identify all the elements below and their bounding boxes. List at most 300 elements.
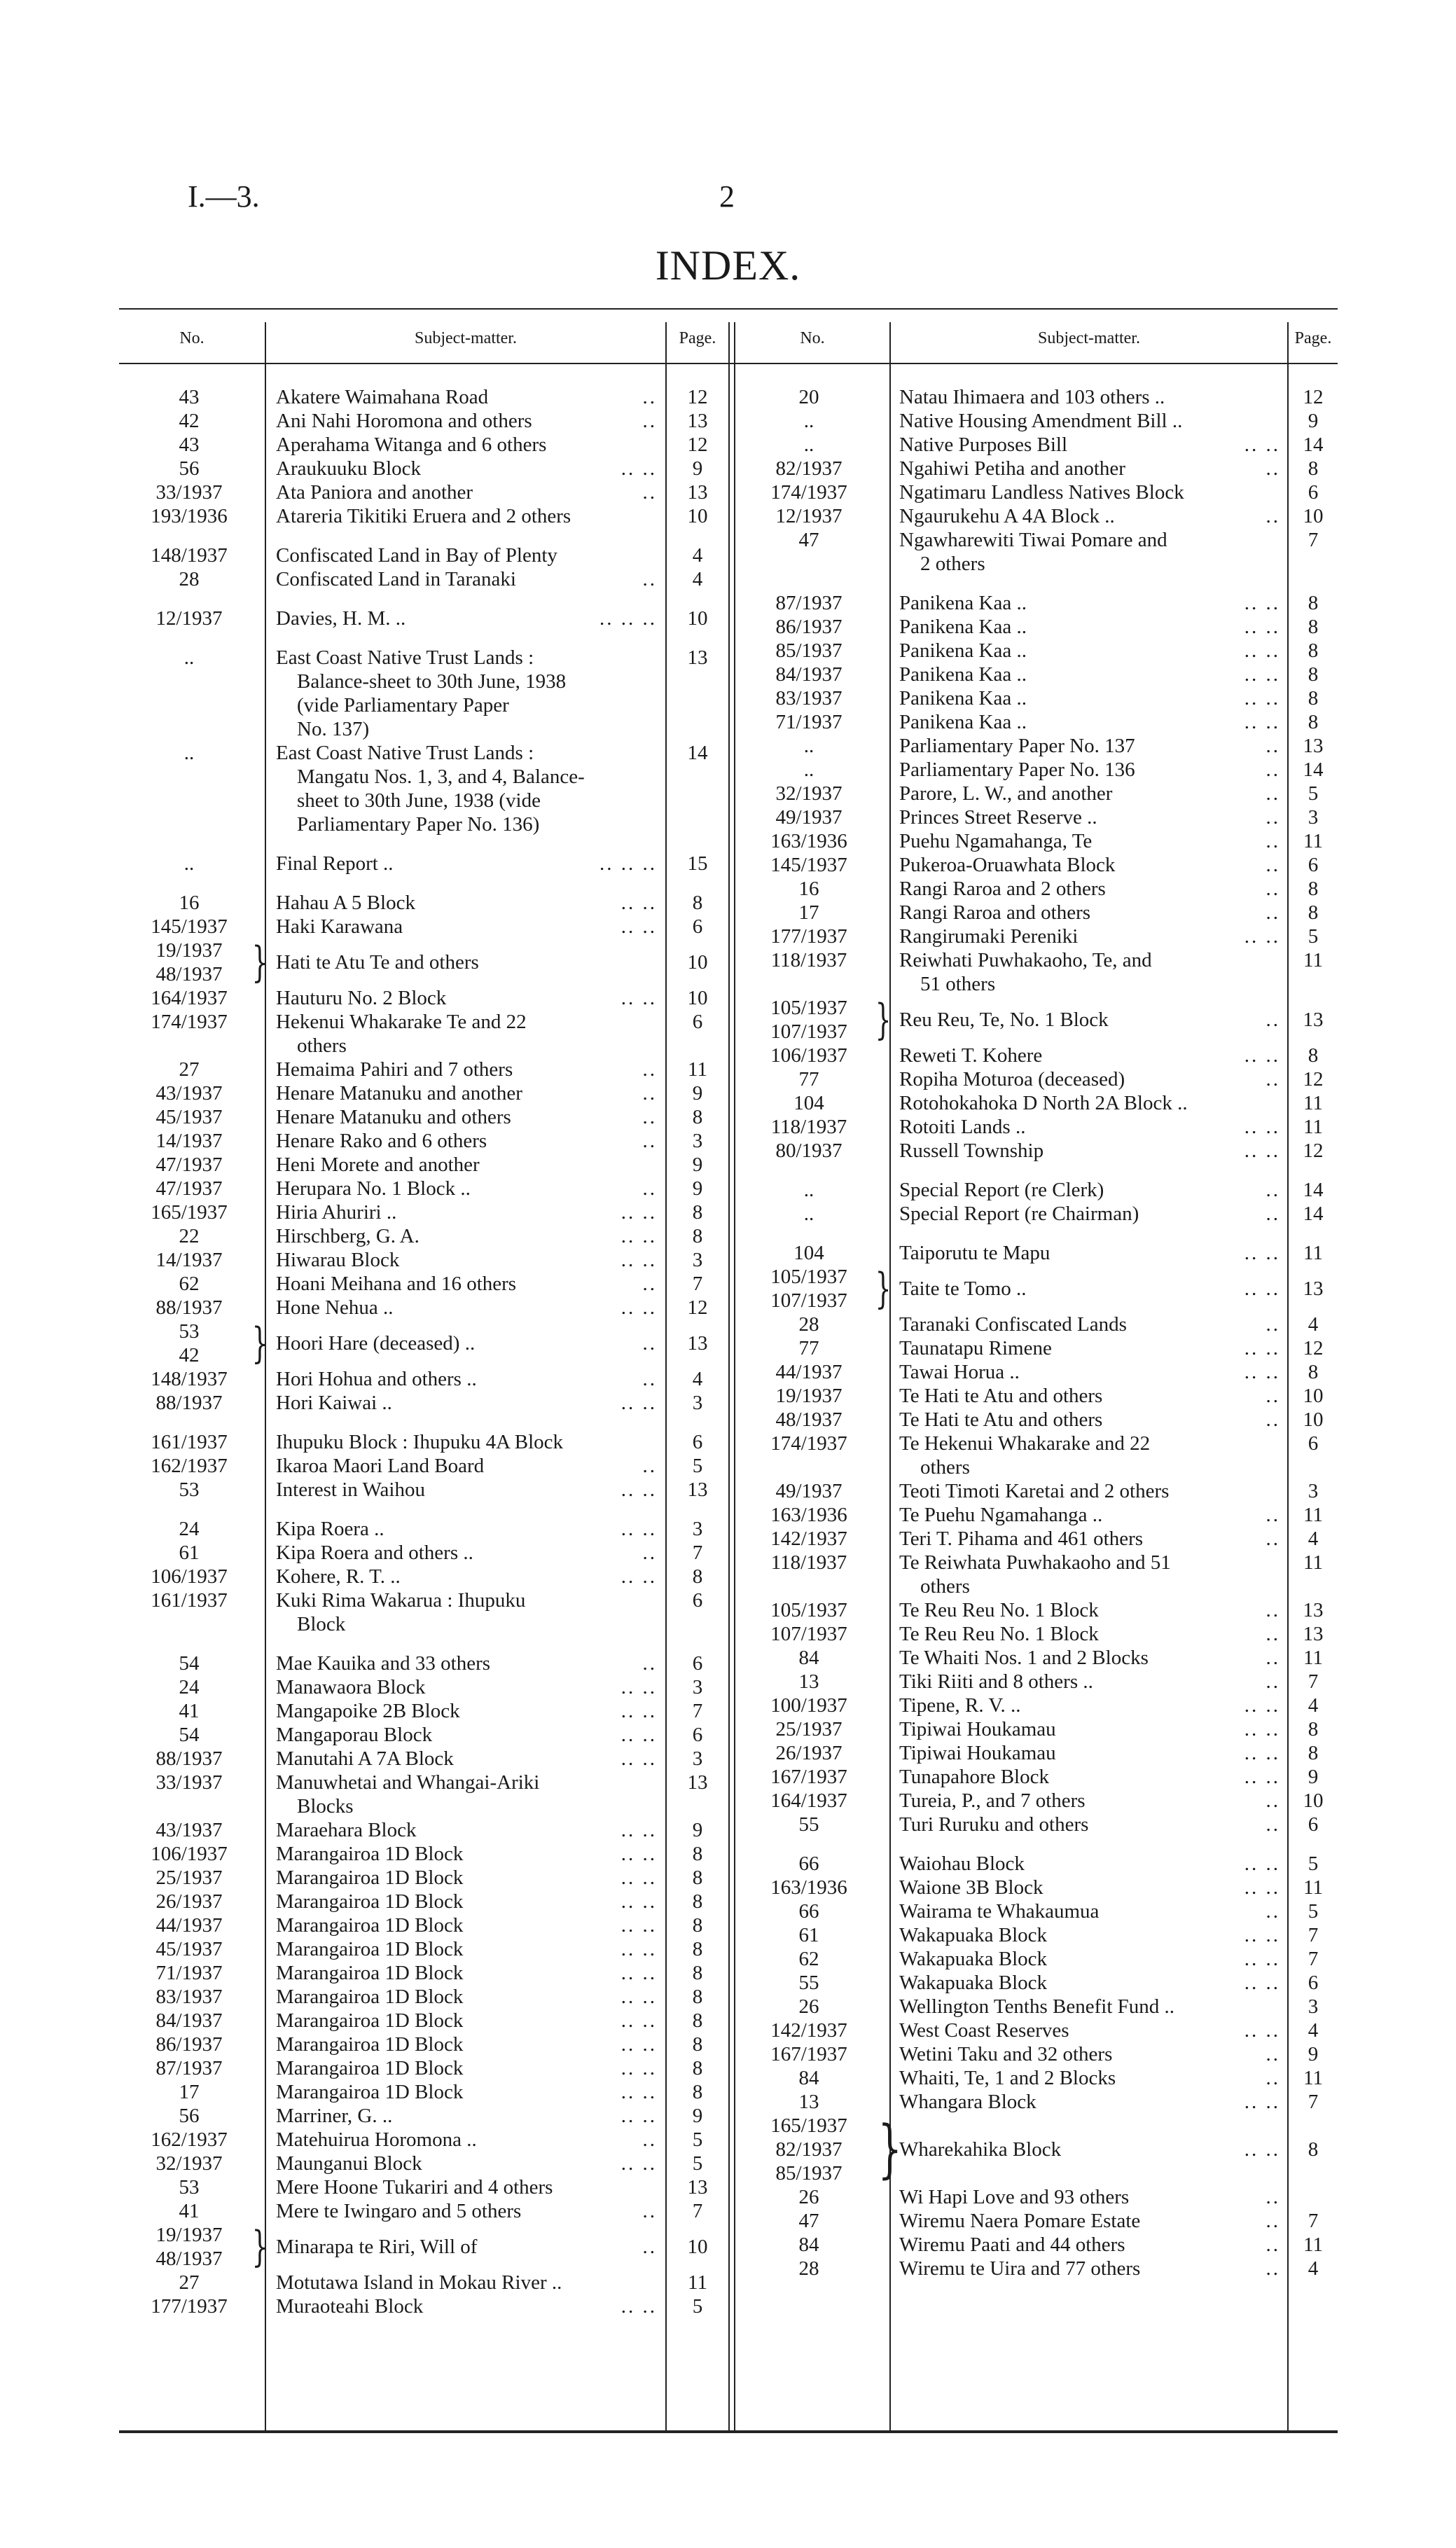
leader-dots: .. bbox=[1266, 1504, 1280, 1526]
subject-line: Hoori Hare (deceased) .. bbox=[276, 1332, 476, 1355]
entry-subject bbox=[276, 1153, 480, 1177]
index-entry bbox=[735, 1479, 1338, 1503]
subject-line: Panikena Kaa .. bbox=[899, 616, 1027, 638]
entry-subject bbox=[276, 891, 415, 915]
subject-line: Puehu Ngamahanga, Te bbox=[899, 830, 1093, 852]
index-entry bbox=[119, 1081, 728, 1105]
index-entry bbox=[119, 1588, 728, 1636]
index-entry bbox=[735, 1813, 1338, 1836]
subject-line: Tipiwai Houkamau bbox=[899, 1718, 1056, 1740]
subject-line: Marangairoa 1D Block bbox=[276, 1867, 464, 1889]
entry-subject bbox=[276, 2128, 477, 2152]
entry-number: 48/1937 bbox=[155, 963, 223, 985]
leader-dots: .. .. bbox=[620, 2152, 657, 2175]
subject-line: Final Report .. bbox=[276, 852, 394, 875]
subject-line: Tipiwai Houkamau bbox=[899, 1742, 1056, 1764]
subject-line: East Coast Native Trust Lands : bbox=[276, 742, 534, 764]
entry-subject bbox=[276, 409, 532, 433]
leader-dots: .. bbox=[1266, 1179, 1280, 1201]
index-entry bbox=[735, 457, 1338, 480]
entry-number: 14/1937 bbox=[155, 1249, 223, 1271]
leader-dots: .. .. bbox=[1244, 1972, 1280, 1994]
entry-page: 13 bbox=[1303, 1599, 1324, 1621]
subject-line: Parliamentary Paper No. 136 bbox=[899, 759, 1135, 781]
leader-dots: .. bbox=[1266, 806, 1280, 829]
entry-subject bbox=[899, 2019, 1069, 2042]
leader-dots: .. bbox=[642, 410, 657, 432]
index-entry bbox=[735, 877, 1338, 901]
leader-dots: .. bbox=[1266, 1408, 1280, 1431]
subject-line: Manutahi A 7A Block bbox=[276, 1747, 454, 1770]
index-entry bbox=[119, 1200, 728, 1224]
leader-dots: .. bbox=[642, 1106, 657, 1128]
entry-subject bbox=[276, 1272, 516, 1296]
entry-page: 10 bbox=[687, 987, 708, 1009]
index-entry bbox=[735, 1741, 1338, 1765]
leader-dots: .. .. bbox=[1244, 1948, 1280, 1970]
entry-page: 3 bbox=[1308, 1480, 1319, 1502]
subject-line: Henare Rako and 6 others bbox=[276, 1130, 487, 1152]
leader-dots: .. bbox=[1266, 854, 1280, 876]
subject-line: Ropiha Moturoa (deceased) bbox=[899, 1068, 1125, 1090]
entry-subject bbox=[276, 607, 405, 630]
entry-page: 6 bbox=[692, 1724, 703, 1746]
subject-line: Native Purposes Bill bbox=[899, 434, 1068, 456]
leader-dots: .. bbox=[1266, 1789, 1280, 1812]
entry-subject bbox=[276, 1771, 539, 1818]
entry-subject bbox=[899, 1923, 1047, 1947]
entry-subject bbox=[276, 1723, 432, 1747]
entry-number: 55 bbox=[798, 1972, 819, 1994]
leader-dots: .. .. bbox=[1244, 2138, 1280, 2161]
entry-subject bbox=[276, 480, 473, 504]
index-entry bbox=[119, 1010, 728, 1058]
subject-line: Tureia, P., and 7 others bbox=[899, 1789, 1086, 1812]
entry-number: 83/1937 bbox=[775, 687, 843, 709]
entry-subject bbox=[899, 1115, 1025, 1139]
subject-line: Panikena Kaa .. bbox=[899, 639, 1027, 662]
entry-page: 12 bbox=[687, 1296, 708, 1319]
entry-number: 16 bbox=[798, 878, 819, 900]
index-entry bbox=[119, 1391, 728, 1415]
subject-line: Wiremu te Uira and 77 others bbox=[899, 2257, 1141, 2280]
entry-number: 43/1937 bbox=[155, 1082, 223, 1105]
leader-dots: .. .. bbox=[1244, 711, 1280, 733]
entry-number: 12/1937 bbox=[775, 505, 843, 527]
subject-line: Interest in Waihou bbox=[276, 1479, 425, 1501]
entry-number: 49/1937 bbox=[775, 1480, 843, 1502]
subject-line: Blocks bbox=[297, 1795, 354, 1817]
entry-number: 82/1937 bbox=[775, 2138, 843, 2161]
entry-number: 87/1937 bbox=[155, 2057, 223, 2079]
entry-page: 7 bbox=[1308, 529, 1319, 551]
subject-line: Special Report (re Chairman) bbox=[899, 1203, 1139, 1225]
entry-number: .. bbox=[803, 1179, 814, 1201]
index-entry bbox=[735, 805, 1338, 829]
entry-page: 14 bbox=[1303, 1203, 1324, 1225]
entry-number: 43 bbox=[179, 434, 200, 456]
entry-subject bbox=[276, 385, 488, 409]
subject-line: Te Reiwhata Puwhakaoho and 51 bbox=[899, 1551, 1171, 1574]
entry-subject bbox=[276, 1985, 463, 2009]
entry-number: .. bbox=[803, 759, 814, 781]
leader-dots: .. bbox=[1266, 735, 1280, 757]
entry-subject bbox=[276, 2009, 463, 2033]
entry-number: 88/1937 bbox=[155, 1392, 223, 1414]
subject-line: Hori Hohua and others .. bbox=[276, 1368, 477, 1390]
subject-line: Marangairoa 1D Block bbox=[276, 2081, 464, 2103]
index-entry bbox=[119, 1058, 728, 1081]
entry-subject bbox=[899, 1622, 1099, 1646]
entry-subject bbox=[276, 950, 479, 974]
entry-page: 11 bbox=[1303, 2234, 1323, 2256]
top-rule bbox=[119, 308, 1338, 310]
entry-page: 4 bbox=[1308, 1694, 1319, 1717]
index-entry bbox=[735, 639, 1338, 663]
entry-number: 106/1937 bbox=[151, 1565, 228, 1588]
index-entry bbox=[119, 1937, 728, 1961]
entry-subject bbox=[899, 1336, 1052, 1360]
subject-line: Wiremu Paati and 44 others bbox=[899, 2234, 1125, 2256]
subject-line: Wakapuaka Block bbox=[899, 1924, 1048, 1946]
entry-number: 25/1937 bbox=[775, 1718, 843, 1740]
subject-line: Te Hati te Atu and others bbox=[899, 1408, 1103, 1431]
entry-number: 142/1937 bbox=[770, 2019, 847, 2042]
subject-line: Manuwhetai and Whangai-Ariki bbox=[276, 1771, 540, 1794]
entry-number: 163/1936 bbox=[770, 1876, 847, 1899]
entry-number: 45/1937 bbox=[155, 1106, 223, 1128]
index-entry bbox=[735, 591, 1338, 615]
index-entry bbox=[119, 1652, 728, 1675]
entry-page: 12 bbox=[1303, 1068, 1324, 1090]
subject-line: Te Puehu Ngamahanga .. bbox=[899, 1504, 1103, 1526]
subject-line: Marangairoa 1D Block bbox=[276, 2033, 464, 2056]
leader-dots: .. bbox=[1266, 2234, 1280, 2256]
index-entry bbox=[119, 2104, 728, 2128]
document-reference: I.—3. bbox=[188, 179, 260, 214]
subject-line: Confiscated Land in Bay of Plenty bbox=[276, 544, 557, 567]
entry-subject bbox=[899, 782, 1112, 805]
brace-icon: } bbox=[251, 938, 268, 987]
entry-page: 8 bbox=[692, 2057, 703, 2079]
entry-subject bbox=[899, 2138, 1061, 2161]
brace-icon: } bbox=[875, 995, 892, 1044]
subject-line: Marangairoa 1D Block bbox=[276, 1843, 464, 1865]
entry-page: 8 bbox=[692, 1986, 703, 2008]
leader-dots: .. .. bbox=[620, 1867, 657, 1889]
leader-dots: .. .. bbox=[1244, 1242, 1280, 1264]
entry-page: 10 bbox=[687, 607, 708, 630]
subject-line: Whaiti, Te, 1 and 2 Blocks bbox=[899, 2067, 1116, 2089]
subject-line: Mangapoike 2B Block bbox=[276, 1700, 460, 1722]
subject-line: Marriner, G. .. bbox=[276, 2105, 393, 2127]
entry-number: 77 bbox=[798, 1068, 819, 1090]
entry-subject bbox=[276, 1391, 392, 1415]
index-entry bbox=[119, 1153, 728, 1177]
entry-page: 10 bbox=[1303, 1385, 1324, 1407]
subject-line: Marangairoa 1D Block bbox=[276, 2057, 464, 2079]
entry-number: 28 bbox=[798, 1313, 819, 1336]
entry-page: 12 bbox=[687, 386, 708, 408]
entry-number: 106/1937 bbox=[151, 1843, 228, 1865]
entry-subject bbox=[899, 2185, 1129, 2209]
entry-subject bbox=[899, 1202, 1139, 1226]
index-entry bbox=[735, 1178, 1338, 1202]
subject-line: Hone Nehua .. bbox=[276, 1296, 394, 1319]
entry-page: 7 bbox=[1308, 1948, 1319, 1970]
entry-page: 8 bbox=[1308, 711, 1319, 733]
subject-line: Taunatapu Rimene bbox=[899, 1337, 1052, 1359]
index-entry bbox=[735, 1551, 1338, 1598]
entry-subject bbox=[899, 877, 1106, 901]
index-entry bbox=[735, 433, 1338, 457]
entry-number: 87/1937 bbox=[775, 592, 843, 614]
entry-subject bbox=[276, 2199, 521, 2223]
entry-page: 8 bbox=[692, 1867, 703, 1889]
index-entry bbox=[735, 2090, 1338, 2114]
entry-page: 8 bbox=[692, 1914, 703, 1937]
subject-line: Minarapa te Riri, Will of bbox=[276, 2236, 478, 2258]
entry-subject bbox=[276, 504, 571, 528]
entry-subject bbox=[899, 686, 1027, 710]
entry-subject bbox=[899, 457, 1125, 480]
entry-subject bbox=[276, 1866, 463, 1890]
index-entry bbox=[119, 1430, 728, 1454]
index-entry bbox=[119, 1454, 728, 1478]
page-number: 2 bbox=[719, 179, 735, 214]
subject-line: Wellington Tenths Benefit Fund .. bbox=[899, 1995, 1175, 2018]
index-entry bbox=[119, 646, 728, 741]
subject-line: Wharekahika Block bbox=[899, 2138, 1062, 2161]
index-entry bbox=[735, 996, 1338, 1044]
index-entry bbox=[735, 710, 1338, 734]
leader-dots: .. .. bbox=[620, 987, 657, 1009]
entry-number: 28 bbox=[179, 568, 200, 590]
subject-line: Waiohau Block bbox=[899, 1853, 1025, 1875]
entry-subject bbox=[276, 1296, 394, 1320]
entry-subject bbox=[276, 1010, 527, 1058]
leader-dots: .. .. bbox=[620, 1296, 657, 1319]
subject-line: Block bbox=[297, 1613, 346, 1635]
index-entry bbox=[735, 1717, 1338, 1741]
leader-dots: .. bbox=[642, 386, 657, 408]
leader-dots: .. .. bbox=[620, 1986, 657, 2008]
subject-line: Wairama te Whakaumua bbox=[899, 1900, 1100, 1923]
entry-number: 118/1937 bbox=[770, 1116, 847, 1138]
index-entry bbox=[735, 1432, 1338, 1479]
subject-line: Panikena Kaa .. bbox=[899, 687, 1027, 709]
subject-line: Maraehara Block bbox=[276, 1819, 417, 1841]
entry-subject bbox=[276, 457, 421, 480]
index-entry bbox=[735, 1360, 1338, 1384]
subject-line: Waione 3B Block bbox=[899, 1876, 1044, 1899]
leader-dots: .. bbox=[1266, 2257, 1280, 2280]
index-entry bbox=[735, 1241, 1338, 1265]
right-col-subject-header: Subject-matter. bbox=[1038, 329, 1140, 347]
index-entry bbox=[735, 2209, 1338, 2233]
leader-dots: .. bbox=[1266, 1528, 1280, 1550]
subject-line: 2 others bbox=[920, 553, 985, 575]
leader-dots: .. .. bbox=[1244, 1694, 1280, 1717]
entry-number: 14/1937 bbox=[155, 1130, 223, 1152]
subject-line: Kipa Roera and others .. bbox=[276, 1542, 473, 1564]
entry-page: 8 bbox=[692, 1106, 703, 1128]
entry-subject bbox=[899, 1852, 1025, 1876]
subject-line: Te Hati te Atu and others bbox=[899, 1385, 1103, 1407]
index-entry bbox=[735, 1067, 1338, 1091]
entry-page: 9 bbox=[1308, 1766, 1319, 1788]
entry-page: 13 bbox=[1303, 735, 1324, 757]
entry-subject bbox=[899, 1899, 1099, 1923]
subject-line: Hahau A 5 Block bbox=[276, 892, 415, 914]
entry-page: 6 bbox=[692, 1652, 703, 1675]
entry-number: 84 bbox=[798, 2234, 819, 2256]
entry-subject bbox=[899, 1432, 1150, 1479]
entry-subject bbox=[276, 1517, 384, 1541]
right-col-page-header: Page. bbox=[1294, 329, 1332, 347]
index-entry bbox=[735, 663, 1338, 686]
entry-subject bbox=[899, 615, 1027, 639]
subject-line: Parore, L. W., and another bbox=[899, 782, 1113, 805]
entry-number: 25/1937 bbox=[155, 1867, 223, 1889]
entry-subject bbox=[276, 2175, 553, 2199]
entry-subject bbox=[899, 1551, 1171, 1598]
leader-dots: .. .. bbox=[1244, 1718, 1280, 1740]
subject-line: Haki Karawana bbox=[276, 915, 403, 938]
entry-page: 8 bbox=[1308, 457, 1319, 480]
entry-subject bbox=[276, 2104, 392, 2128]
entry-page: 7 bbox=[692, 2200, 703, 2222]
entry-subject bbox=[276, 1588, 525, 1636]
leader-dots: .. .. bbox=[620, 1724, 657, 1746]
entry-number: 177/1937 bbox=[151, 2295, 228, 2318]
entry-page: 3 bbox=[1308, 806, 1319, 829]
entry-page: 9 bbox=[692, 457, 703, 480]
entry-subject bbox=[899, 1947, 1047, 1971]
leader-dots: .. bbox=[1266, 759, 1280, 781]
entry-number: 26/1937 bbox=[775, 1742, 843, 1764]
index-entry bbox=[735, 1694, 1338, 1717]
subject-line: Rangirumaki Pereniki bbox=[899, 925, 1079, 948]
entry-subject bbox=[899, 2209, 1140, 2233]
entry-page: 13 bbox=[1303, 1278, 1324, 1300]
index-entry bbox=[735, 1876, 1338, 1899]
subject-line: Taranaki Confiscated Lands bbox=[899, 1313, 1127, 1336]
leader-dots: .. bbox=[1266, 1900, 1280, 1923]
index-entry bbox=[735, 1527, 1338, 1551]
entry-number: 88/1937 bbox=[155, 1747, 223, 1770]
subject-line: Panikena Kaa .. bbox=[899, 663, 1027, 686]
entry-page: 7 bbox=[692, 1273, 703, 1295]
entry-number: 54 bbox=[179, 1652, 200, 1675]
leader-dots: .. .. bbox=[1244, 925, 1280, 948]
index-entry bbox=[735, 734, 1338, 758]
brace-icon: } bbox=[251, 2222, 268, 2271]
entry-page: 9 bbox=[1308, 410, 1319, 432]
entry-page: 8 bbox=[1308, 639, 1319, 662]
subject-line: Hekenui Whakarake Te and 22 bbox=[276, 1011, 527, 1033]
entry-page: 5 bbox=[692, 1455, 703, 1477]
entry-number: 85/1937 bbox=[775, 639, 843, 662]
entry-number: 32/1937 bbox=[775, 782, 843, 805]
subject-line: Muraoteahi Block bbox=[276, 2295, 424, 2318]
entry-number: 118/1937 bbox=[770, 949, 847, 971]
leader-dots: .. bbox=[1266, 457, 1280, 480]
entry-number: 84/1937 bbox=[775, 663, 843, 686]
entry-subject bbox=[899, 1091, 1188, 1115]
index-entry bbox=[735, 2019, 1338, 2042]
leader-dots: .. .. bbox=[1244, 616, 1280, 638]
entry-subject bbox=[899, 1694, 1021, 1717]
leader-dots: .. .. bbox=[620, 1962, 657, 1984]
entry-page: 5 bbox=[1308, 1853, 1319, 1875]
subject-line: Tipene, R. V. .. bbox=[899, 1694, 1021, 1717]
index-entry bbox=[119, 543, 728, 567]
entry-number: 161/1937 bbox=[151, 1431, 228, 1453]
entry-page: 8 bbox=[1308, 901, 1319, 924]
entry-subject bbox=[276, 2271, 562, 2294]
entry-page: 9 bbox=[692, 1819, 703, 1841]
leader-dots: .. .. bbox=[620, 1518, 657, 1540]
entry-subject bbox=[899, 1503, 1102, 1527]
page-header bbox=[0, 0, 1456, 308]
index-entry bbox=[735, 1852, 1338, 1876]
index-entry bbox=[119, 891, 728, 915]
entry-number: 174/1937 bbox=[151, 1011, 228, 1033]
entry-page: 8 bbox=[1308, 1742, 1319, 1764]
leader-dots: .. bbox=[1266, 1385, 1280, 1407]
leader-dots: .. .. bbox=[620, 457, 657, 480]
subject-line: Turi Ruruku and others bbox=[899, 1813, 1089, 1836]
entry-subject bbox=[276, 1224, 420, 1248]
entry-number: 163/1936 bbox=[770, 1504, 847, 1526]
index-entry bbox=[735, 1202, 1338, 1226]
index-entry bbox=[119, 1913, 728, 1937]
leader-dots: .. .. bbox=[620, 915, 657, 938]
index-entry bbox=[119, 2009, 728, 2033]
entry-page: 8 bbox=[1308, 687, 1319, 709]
leader-dots: .. .. bbox=[1244, 2019, 1280, 2042]
entry-number: 84 bbox=[798, 2067, 819, 2089]
index-entry bbox=[735, 1139, 1338, 1163]
leader-dots: .. bbox=[1266, 1647, 1280, 1669]
leader-dots: .. bbox=[1266, 2067, 1280, 2089]
entry-subject bbox=[276, 1890, 463, 1913]
entry-subject bbox=[899, 734, 1135, 758]
entry-page: 11 bbox=[1303, 1551, 1323, 1574]
entry-page: 9 bbox=[1308, 2043, 1319, 2065]
entry-subject bbox=[899, 1717, 1056, 1741]
index-entry bbox=[735, 925, 1338, 948]
entry-number: 105/1937 bbox=[770, 997, 847, 1019]
entry-subject bbox=[276, 1699, 460, 1723]
subject-line: Hoani Meihana and 16 others bbox=[276, 1273, 517, 1295]
entry-page: 8 bbox=[692, 1843, 703, 1865]
leader-dots: .. .. bbox=[1244, 663, 1280, 686]
index-entry bbox=[119, 1771, 728, 1818]
leader-dots: .. .. bbox=[1244, 1140, 1280, 1162]
entry-subject bbox=[899, 1813, 1088, 1836]
entry-page: 13 bbox=[687, 1771, 708, 1794]
entry-number: 142/1937 bbox=[770, 1528, 847, 1550]
index-entry bbox=[735, 1503, 1338, 1527]
entry-number: 22 bbox=[179, 1225, 200, 1247]
entry-page: 5 bbox=[692, 2295, 703, 2318]
entry-number: 26/1937 bbox=[155, 1890, 223, 1913]
subject-line: Wetini Taku and 32 others bbox=[899, 2043, 1113, 2065]
subject-line: Marangairoa 1D Block bbox=[276, 1938, 464, 1960]
entry-subject bbox=[276, 1961, 463, 1985]
